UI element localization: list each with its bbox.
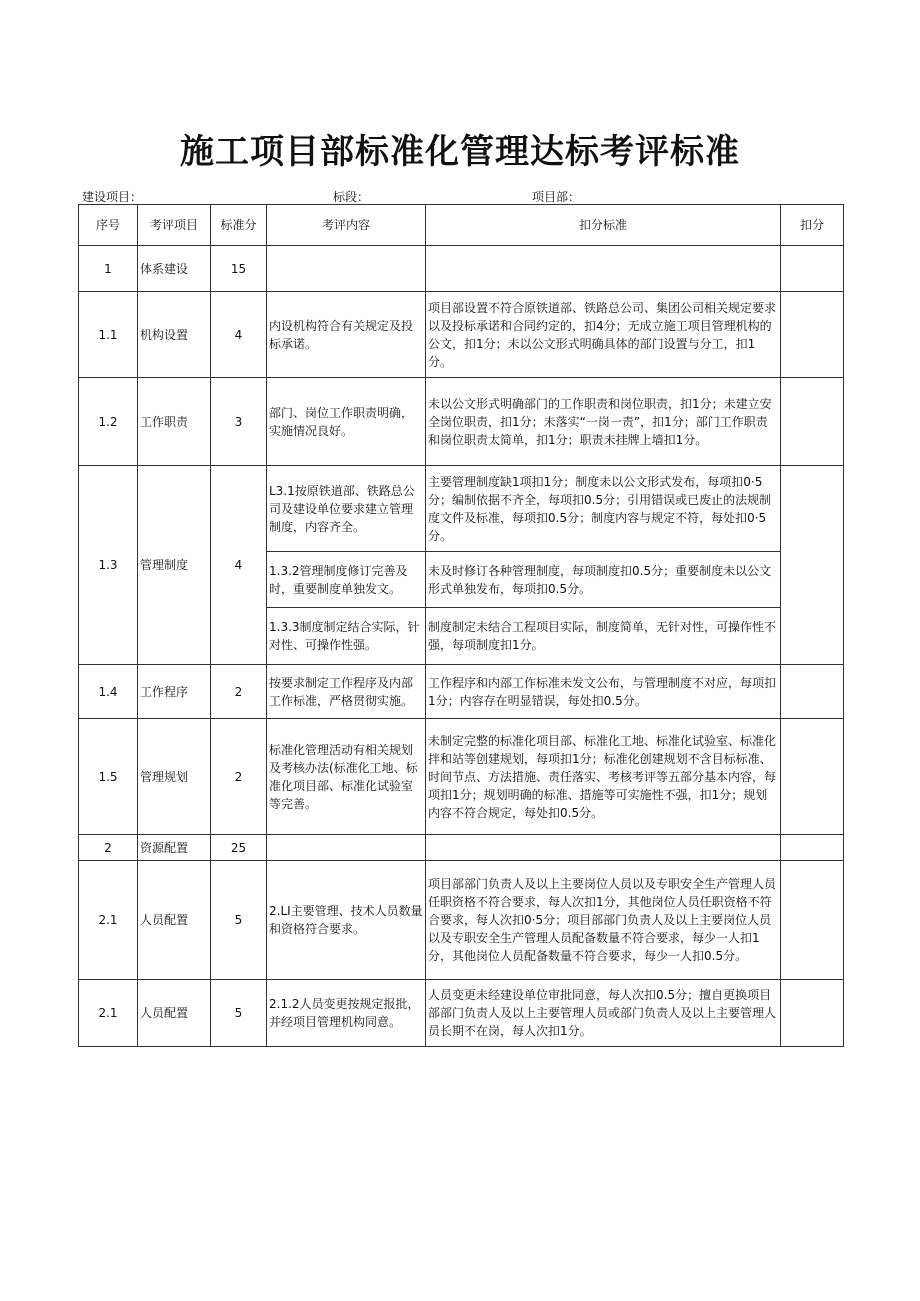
project-label: 建设项目： bbox=[82, 190, 143, 204]
row-no: 1.2 bbox=[79, 378, 138, 466]
row-content: 标准化管理活动有相关规划及考核办法(标准化工地、标准化项目部、标准化试验室等完善。 bbox=[267, 719, 426, 835]
row-score: 4 bbox=[211, 466, 267, 665]
row-item: 人员配置 bbox=[138, 980, 211, 1047]
row-criteria: 项目部部门负责人及以上主要岗位人员以及专职安全生产管理人员任职资格不符合要求，每人次扣1分，其他岗位人员任职资格不符合要求，每人次扣0·5分；项目部部门负责人及以上主要岗位人员以及专职安全生产管理人员配备数量不符合要求，每少一人扣1分，其他岗位人员配备数量不符合要求，每少一人扣0.5分。 bbox=[426, 861, 781, 980]
table-row bbox=[79, 861, 844, 980]
row-item: 工作职责 bbox=[138, 378, 211, 466]
row-criteria: 未及时修订各种管理制度，每项制度扣0.5分；重要制度未以公文形式单独发布，每项扣0.5分。 bbox=[426, 552, 781, 608]
row-content: 2.1.2人员变更按规定报批，并经项目管理机构同意。 bbox=[267, 980, 426, 1047]
row-item: 工作程序 bbox=[138, 665, 211, 719]
row-item: 人员配置 bbox=[138, 861, 211, 980]
row-content bbox=[267, 246, 426, 292]
row-score: 5 bbox=[211, 861, 267, 980]
row-score: 4 bbox=[211, 292, 267, 378]
section-label: 标段： bbox=[333, 190, 370, 204]
row-criteria: 未制定完整的标准化项目部、标准化工地、标准化试验室、标准化拌和站等创建规划，每项扣1分；标准化创建规划不含目标标准、时间节点、方法措施、责任落实、考核考评等五部分基本内容，每项扣1分；规划明确的标准、措施等可实施性不强，扣1分；规划内容不符合规定，每处扣0.5分。 bbox=[426, 719, 781, 835]
table-row bbox=[79, 378, 844, 466]
row-deduct bbox=[781, 861, 844, 980]
table-header-row bbox=[79, 205, 844, 246]
page-title: 施工项目部标准化管理达标考评标准 bbox=[180, 132, 740, 172]
row-criteria: 人员变更未经建设单位审批同意，每人次扣0.5分；擅自更换项目部部门负责人及以上主要管理人员或部门负责人及以上主要管理人员长期不在岗，每人次扣1分。 bbox=[426, 980, 781, 1047]
header-no: 序号 bbox=[79, 205, 138, 246]
row-deduct bbox=[781, 719, 844, 835]
header-content: 考评内容 bbox=[267, 205, 426, 246]
department-label: 项目部： bbox=[532, 190, 581, 204]
row-score: 25 bbox=[211, 835, 267, 861]
table-row bbox=[79, 719, 844, 835]
header-item: 考评项目 bbox=[138, 205, 211, 246]
row-content: 按要求制定工作程序及内部工作标准，严格贯彻实施。 bbox=[267, 665, 426, 719]
row-deduct bbox=[781, 980, 844, 1047]
table-row bbox=[79, 292, 844, 378]
row-score: 5 bbox=[211, 980, 267, 1047]
table-row bbox=[79, 980, 844, 1047]
row-item: 管理制度 bbox=[138, 466, 211, 665]
evaluation-table bbox=[78, 204, 844, 1047]
row-no: 1.1 bbox=[79, 292, 138, 378]
row-criteria: 未以公文形式明确部门的工作职责和岗位职责，扣1分；未建立安全岗位职责，扣1分；未落实“一岗一责”，扣1分；部门工作职责和岗位职责太简单，扣1分；职责未挂牌上墙扣1分。 bbox=[426, 378, 781, 466]
row-deduct bbox=[781, 246, 844, 292]
row-content: 内设机构符合有关规定及投标承诺。 bbox=[267, 292, 426, 378]
row-deduct bbox=[781, 835, 844, 861]
row-deduct bbox=[781, 665, 844, 719]
row-deduct bbox=[781, 378, 844, 466]
row-no: 1.5 bbox=[79, 719, 138, 835]
row-score: 3 bbox=[211, 378, 267, 466]
row-criteria: 制度制定未结合工程项目实际，制度简单，无针对性，可操作性不强，每项制度扣1分。 bbox=[426, 608, 781, 665]
row-item: 机构设置 bbox=[138, 292, 211, 378]
row-content: L3.1按原铁道部、铁路总公司及建设单位要求建立管理制度，内容齐全。 bbox=[267, 466, 426, 552]
row-content: 2.LI主要管理、技术人员数量和资格符合要求。 bbox=[267, 861, 426, 980]
row-criteria bbox=[426, 246, 781, 292]
row-score: 2 bbox=[211, 719, 267, 835]
row-no: 2.1 bbox=[79, 980, 138, 1047]
row-item: 资源配置 bbox=[138, 835, 211, 861]
row-content: 1.3.3制度制定结合实际，针对性、可操作性强。 bbox=[267, 608, 426, 665]
table-row bbox=[79, 466, 844, 552]
row-criteria: 项目部设置不符合原铁道部、铁路总公司、集团公司相关规定要求以及投标承诺和合同约定的，扣4分；无成立施工项目管理机构的公文，扣1分；未以公文形式明确具体的部门设置与分工，扣1分。 bbox=[426, 292, 781, 378]
header-score: 标准分 bbox=[211, 205, 267, 246]
row-criteria bbox=[426, 835, 781, 861]
row-deduct bbox=[781, 466, 844, 665]
table-row bbox=[79, 835, 844, 861]
row-score: 2 bbox=[211, 665, 267, 719]
row-criteria: 工作程序和内部工作标准未发文公布，与管理制度不对应，每项扣1分；内容存在明显错误，每处扣0.5分。 bbox=[426, 665, 781, 719]
row-content: 1.3.2管理制度修订完善及时，重要制度单独发文。 bbox=[267, 552, 426, 608]
row-no: 1 bbox=[79, 246, 138, 292]
row-no: 1.3 bbox=[79, 466, 138, 665]
header-criteria: 扣分标准 bbox=[426, 205, 781, 246]
table-row bbox=[79, 246, 844, 292]
row-criteria: 主要管理制度缺1项扣1分；制度未以公文形式发布，每项扣0·5分；编制依据不齐全，每项扣0.5分；引用错误或已废止的法规制度文件及标准，每项扣0.5分；制度内容与规定不符，每处扣0·5分。 bbox=[426, 466, 781, 552]
row-no: 2 bbox=[79, 835, 138, 861]
row-no: 2.1 bbox=[79, 861, 138, 980]
row-no: 1.4 bbox=[79, 665, 138, 719]
row-item: 管理规划 bbox=[138, 719, 211, 835]
row-score: 15 bbox=[211, 246, 267, 292]
row-item: 体系建设 bbox=[138, 246, 211, 292]
row-content bbox=[267, 835, 426, 861]
row-deduct bbox=[781, 292, 844, 378]
table-row bbox=[79, 665, 844, 719]
header-deduct: 扣分 bbox=[781, 205, 844, 246]
row-content: 部门、岗位工作职责明确，实施情况良好。 bbox=[267, 378, 426, 466]
